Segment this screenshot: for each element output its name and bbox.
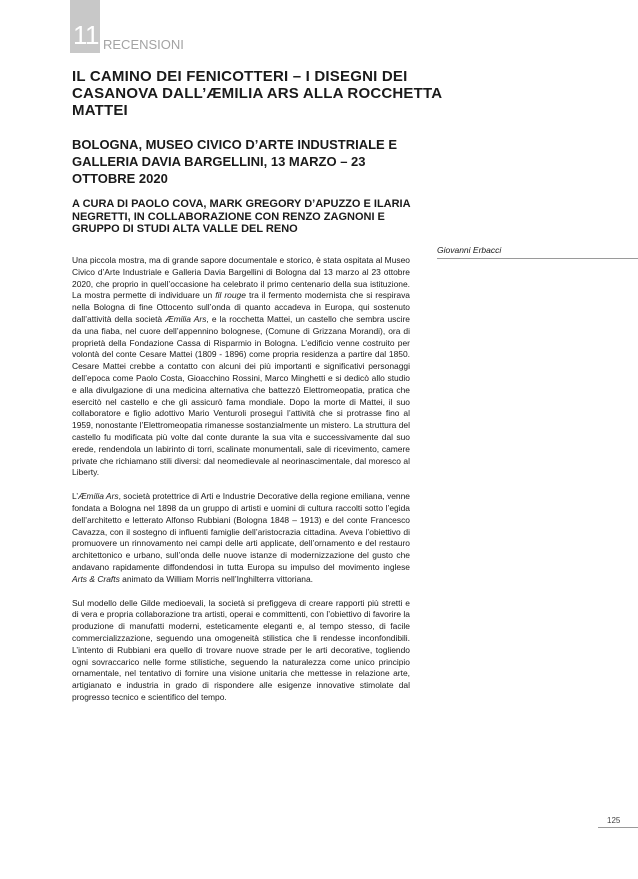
paragraph-1 [72, 255, 410, 479]
author-rule [437, 258, 638, 259]
paragraph-3 [72, 598, 410, 704]
article-title: IL CAMINO DEI FENICOTTERI – I DISEGNI DEI CASANOVA DALL’ÆMILIA ARS ALLA ROCCHETTA MATTEI [72, 68, 442, 119]
paragraph-1-italic-fil-rouge: fil rouge [215, 290, 246, 301]
paragraph-1-text-b: tra il fermento modernista che si respirava nella Bologna di fine Ottocento sull’onda di quanto accadeva in Europa, qui sostenuto dall’attività della società [72, 290, 410, 324]
page-number: 125 [607, 816, 621, 825]
exhibition-curators: A CURA DI PAOLO COVA, MARK GREGORY D’APUZZO E ILARIA NEGRETTI, IN COLLABORAZIONE CON RENZO ZAGNONI E GRUPPO DI STUDI ALTA VALLE DEL RENO [72, 198, 411, 235]
chapter-number: 11 [73, 20, 99, 50]
paragraph-2-text-b: , società protettrice di Arti e Industrie Decorative della regione emiliana, venne fondata a Bologna nel 1898 da un gruppo di artisti e uomini di cultura raccolti sotto l’egida dell’architetto e letterato Alfonso Rubbiani (Bologna 1848 – 1913) e del conte Francesco Cavazza, con il sostegno di influenti famiglie dell’aristocrazia cittadina. Aveva l’obiettivo di promuovere un rinnovamento nei campi delle arti applicate, dell’ornamento e del restauro architettonico e urbano, sull’onda delle nuove istanze di modernizzazione del gusto che andavano rapidamente diffondendosi in tutta Europa su impulso del movimento inglese [72, 491, 410, 572]
paragraph-2-text-a: L’ [72, 491, 79, 502]
exhibition-venue: BOLOGNA, MUSEO CIVICO D’ARTE INDUSTRIALE E GALLERIA DAVIA BARGELLINI, 13 MARZO – 23 OTTOBRE 2020 [72, 137, 398, 186]
paragraph-2-text-c: animato da William Morris nell’Inghilterra vittoriana. [119, 573, 314, 584]
section-label: RECENSIONI [103, 37, 184, 52]
author-name: Giovanni Erbacci [437, 245, 502, 255]
page-number-rule [598, 827, 638, 828]
paragraph-1-text-c: , e la rocchetta Mattei, un castello che sembra uscire da una fiaba, nel cuore dell’appennino bolognese, (Comune di Grizzana Morandi), ora di proprietà della Fondazione Cassa di Risparmio in Bologna. L’edificio venne costruito per volontà del conte Cesare Mattei (1809 - 1896) come propria residenza a partire dal 1850. Cesare Mattei crebbe a contatto con alcuni dei più importanti e significativi personaggi dell’epoca come Paolo Costa, Gioacchino Rossini, Marco Minghetti e si dedicò allo studio e alla divulgazione di una medicina alternativa che battezzò Elettromeopatia, pratica che esercitò nel castello e che gli assicurò fama mondiale. Dopo la morte di Mattei, il suo collaboratore e figlio adottivo Mario Venturoli proseguì l’attività che si protrasse fino al 1959, nonostante l’Elettromeopatia rimanesse sostanzialmente un mistero. La struttura del castello fu modificata più volte dal conte durante la sua vita e successivamente dal suo erede, rendendola un labirinto di torri, scalinate monumentali, sale di ricevimento, camere private che richiamano stili diversi: dal neomedievale al neorinascimentale, dal moresco al Liberty. [72, 313, 410, 478]
paragraph-2-italic-aemilia-ars: Æmilia Ars [78, 491, 119, 502]
paragraph-3-text: Sul modello delle Gilde medioevali, la società si prefiggeva di creare rapporti più stretti e di vera e propria collaborazione tra artisti, operai e committenti, con l’obiettivo di favorire la produzione di manufatti moderni, esteticamente eleganti e, al tempo stesso, di facile commercializzazione, seguendo una omogeneità stilistica che li rendesse inconfondibili. L’intento di Rubbiani era quello di trovare nuove strade per le arti decorative, togliendo ogni sovraccarico nelle forme stilistiche, seguendo la naturalezza come unico principio ornamentale, nel tentativo di fornire una visione unitaria che mettesse in relazione arte, artigianato e industria in grado di rispondere alle esigenze innovative stimolate dal progresso tecnico e scientifico del tempo. [72, 597, 410, 702]
article-body [72, 255, 410, 716]
paragraph-2 [72, 491, 410, 585]
paragraph-1-italic-aemilia-ars: Æmilia Ars [165, 313, 207, 324]
paragraph-2-italic-arts-crafts: Arts & Crafts [72, 573, 120, 584]
paragraph-1-text-a: Una piccola mostra, ma di grande sapore documentale e storico, è stata ospitata al Museo Civico d’Arte Industriale e Galleria Davia Bargellini di Bologna dal 13 marzo al 23 ottobre 2020, che proprio in quell’occasione ha celebrato il primo centenario della sua istituzione. La mostra permette di individuare un [72, 255, 410, 301]
